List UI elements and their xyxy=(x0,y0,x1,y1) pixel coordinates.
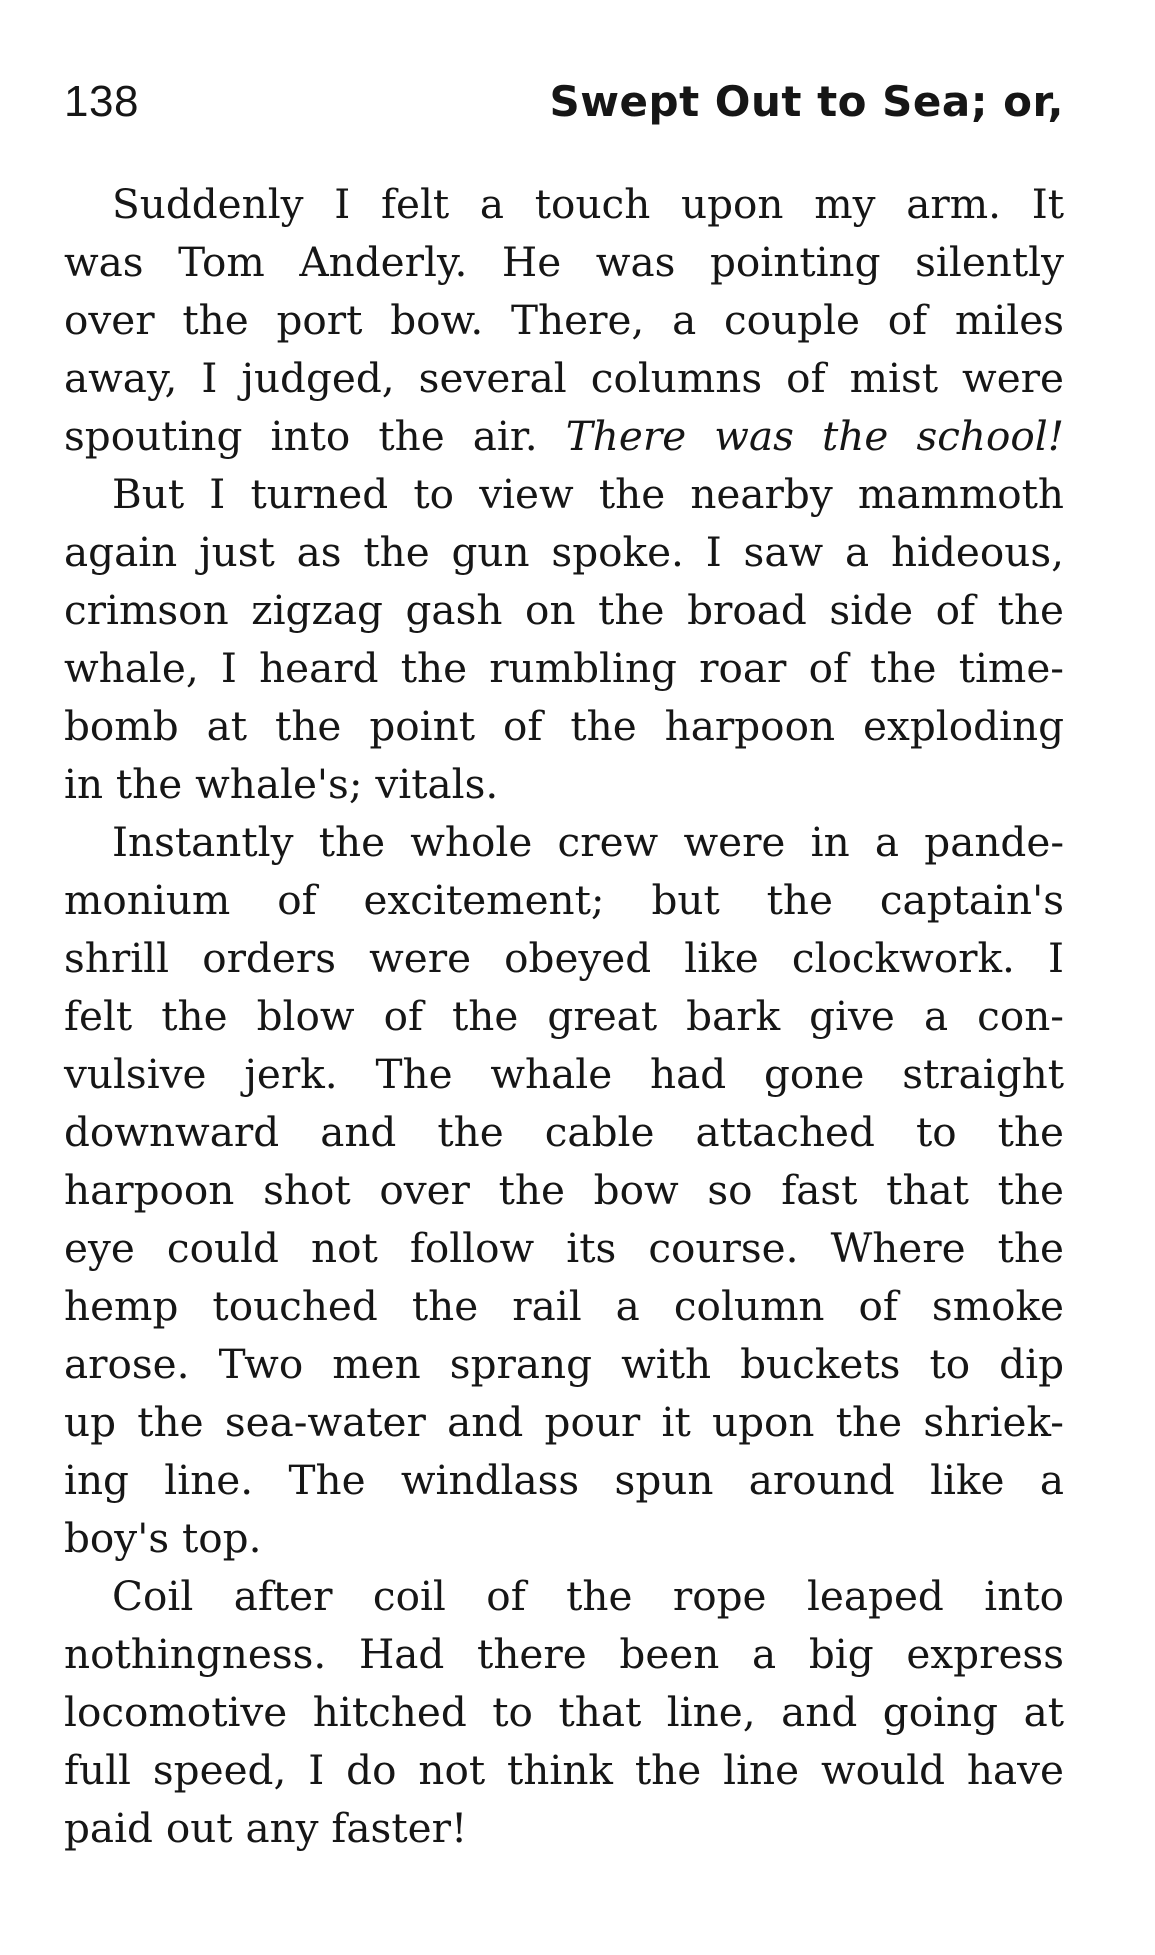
text-line: full speed, I do not think the line would have xyxy=(64,1746,1064,1794)
running-head: Swept Out to Sea; or, xyxy=(549,77,1064,126)
text-line-roman: spouting into the air. xyxy=(64,412,538,460)
text-line: whale, I heard the rumbling roar of the time- xyxy=(64,644,1064,692)
text-line: locomotive hitched to that line, and going at xyxy=(64,1688,1064,1736)
text-line: over the port bow. There, a couple of miles xyxy=(64,296,1064,344)
text-line: Coil after coil of the rope leaped into xyxy=(112,1572,1064,1620)
text-line: crimson zigzag gash on the broad side of the xyxy=(64,586,1064,634)
text-line: shrill orders were obeyed like clockwork. I xyxy=(64,934,1064,982)
text-line: boy's top. xyxy=(64,1514,262,1562)
text-line: But I turned to view the nearby mammoth xyxy=(112,470,1064,518)
text-line xyxy=(64,407,1064,465)
text-line: away, I judged, several columns of mist were xyxy=(64,354,1064,402)
text-line: felt the blow of the great bark give a con- xyxy=(64,992,1064,1040)
text-line: eye could not follow its course. Where the xyxy=(64,1224,1064,1272)
page-number: 138 xyxy=(64,77,139,126)
text-line: vulsive jerk. The whale had gone straight xyxy=(64,1050,1064,1098)
text-line: Instantly the whole crew were in a pande- xyxy=(112,818,1064,866)
text-line: bomb at the point of the harpoon exploding xyxy=(64,702,1064,750)
text-line: ing line. The windlass spun around like a xyxy=(64,1456,1064,1504)
body-text xyxy=(64,175,1064,1857)
text-line: monium of excitement; but the captain's xyxy=(64,876,1064,924)
text-line: nothingness. Had there been a big express xyxy=(64,1630,1064,1678)
text-line-italic: There was the school! xyxy=(565,412,1065,460)
text-line: was Tom Anderly. He was pointing silently xyxy=(64,238,1064,286)
text-line: harpoon shot over the bow so fast that the xyxy=(64,1166,1064,1214)
text-line: Suddenly I felt a touch upon my arm. It xyxy=(112,180,1064,228)
text-line: up the sea-water and pour it upon the shriek- xyxy=(64,1398,1064,1446)
text-line: hemp touched the rail a column of smoke xyxy=(64,1282,1064,1330)
text-line: arose. Two men sprang with buckets to dip xyxy=(64,1340,1064,1388)
text-line: paid out any faster! xyxy=(64,1804,468,1852)
text-line: downward and the cable attached to the xyxy=(64,1108,1064,1156)
text-line: in the whale's; vitals. xyxy=(64,760,499,808)
text-line: again just as the gun spoke. I saw a hideous, xyxy=(64,528,1064,576)
page-header xyxy=(64,72,1064,132)
